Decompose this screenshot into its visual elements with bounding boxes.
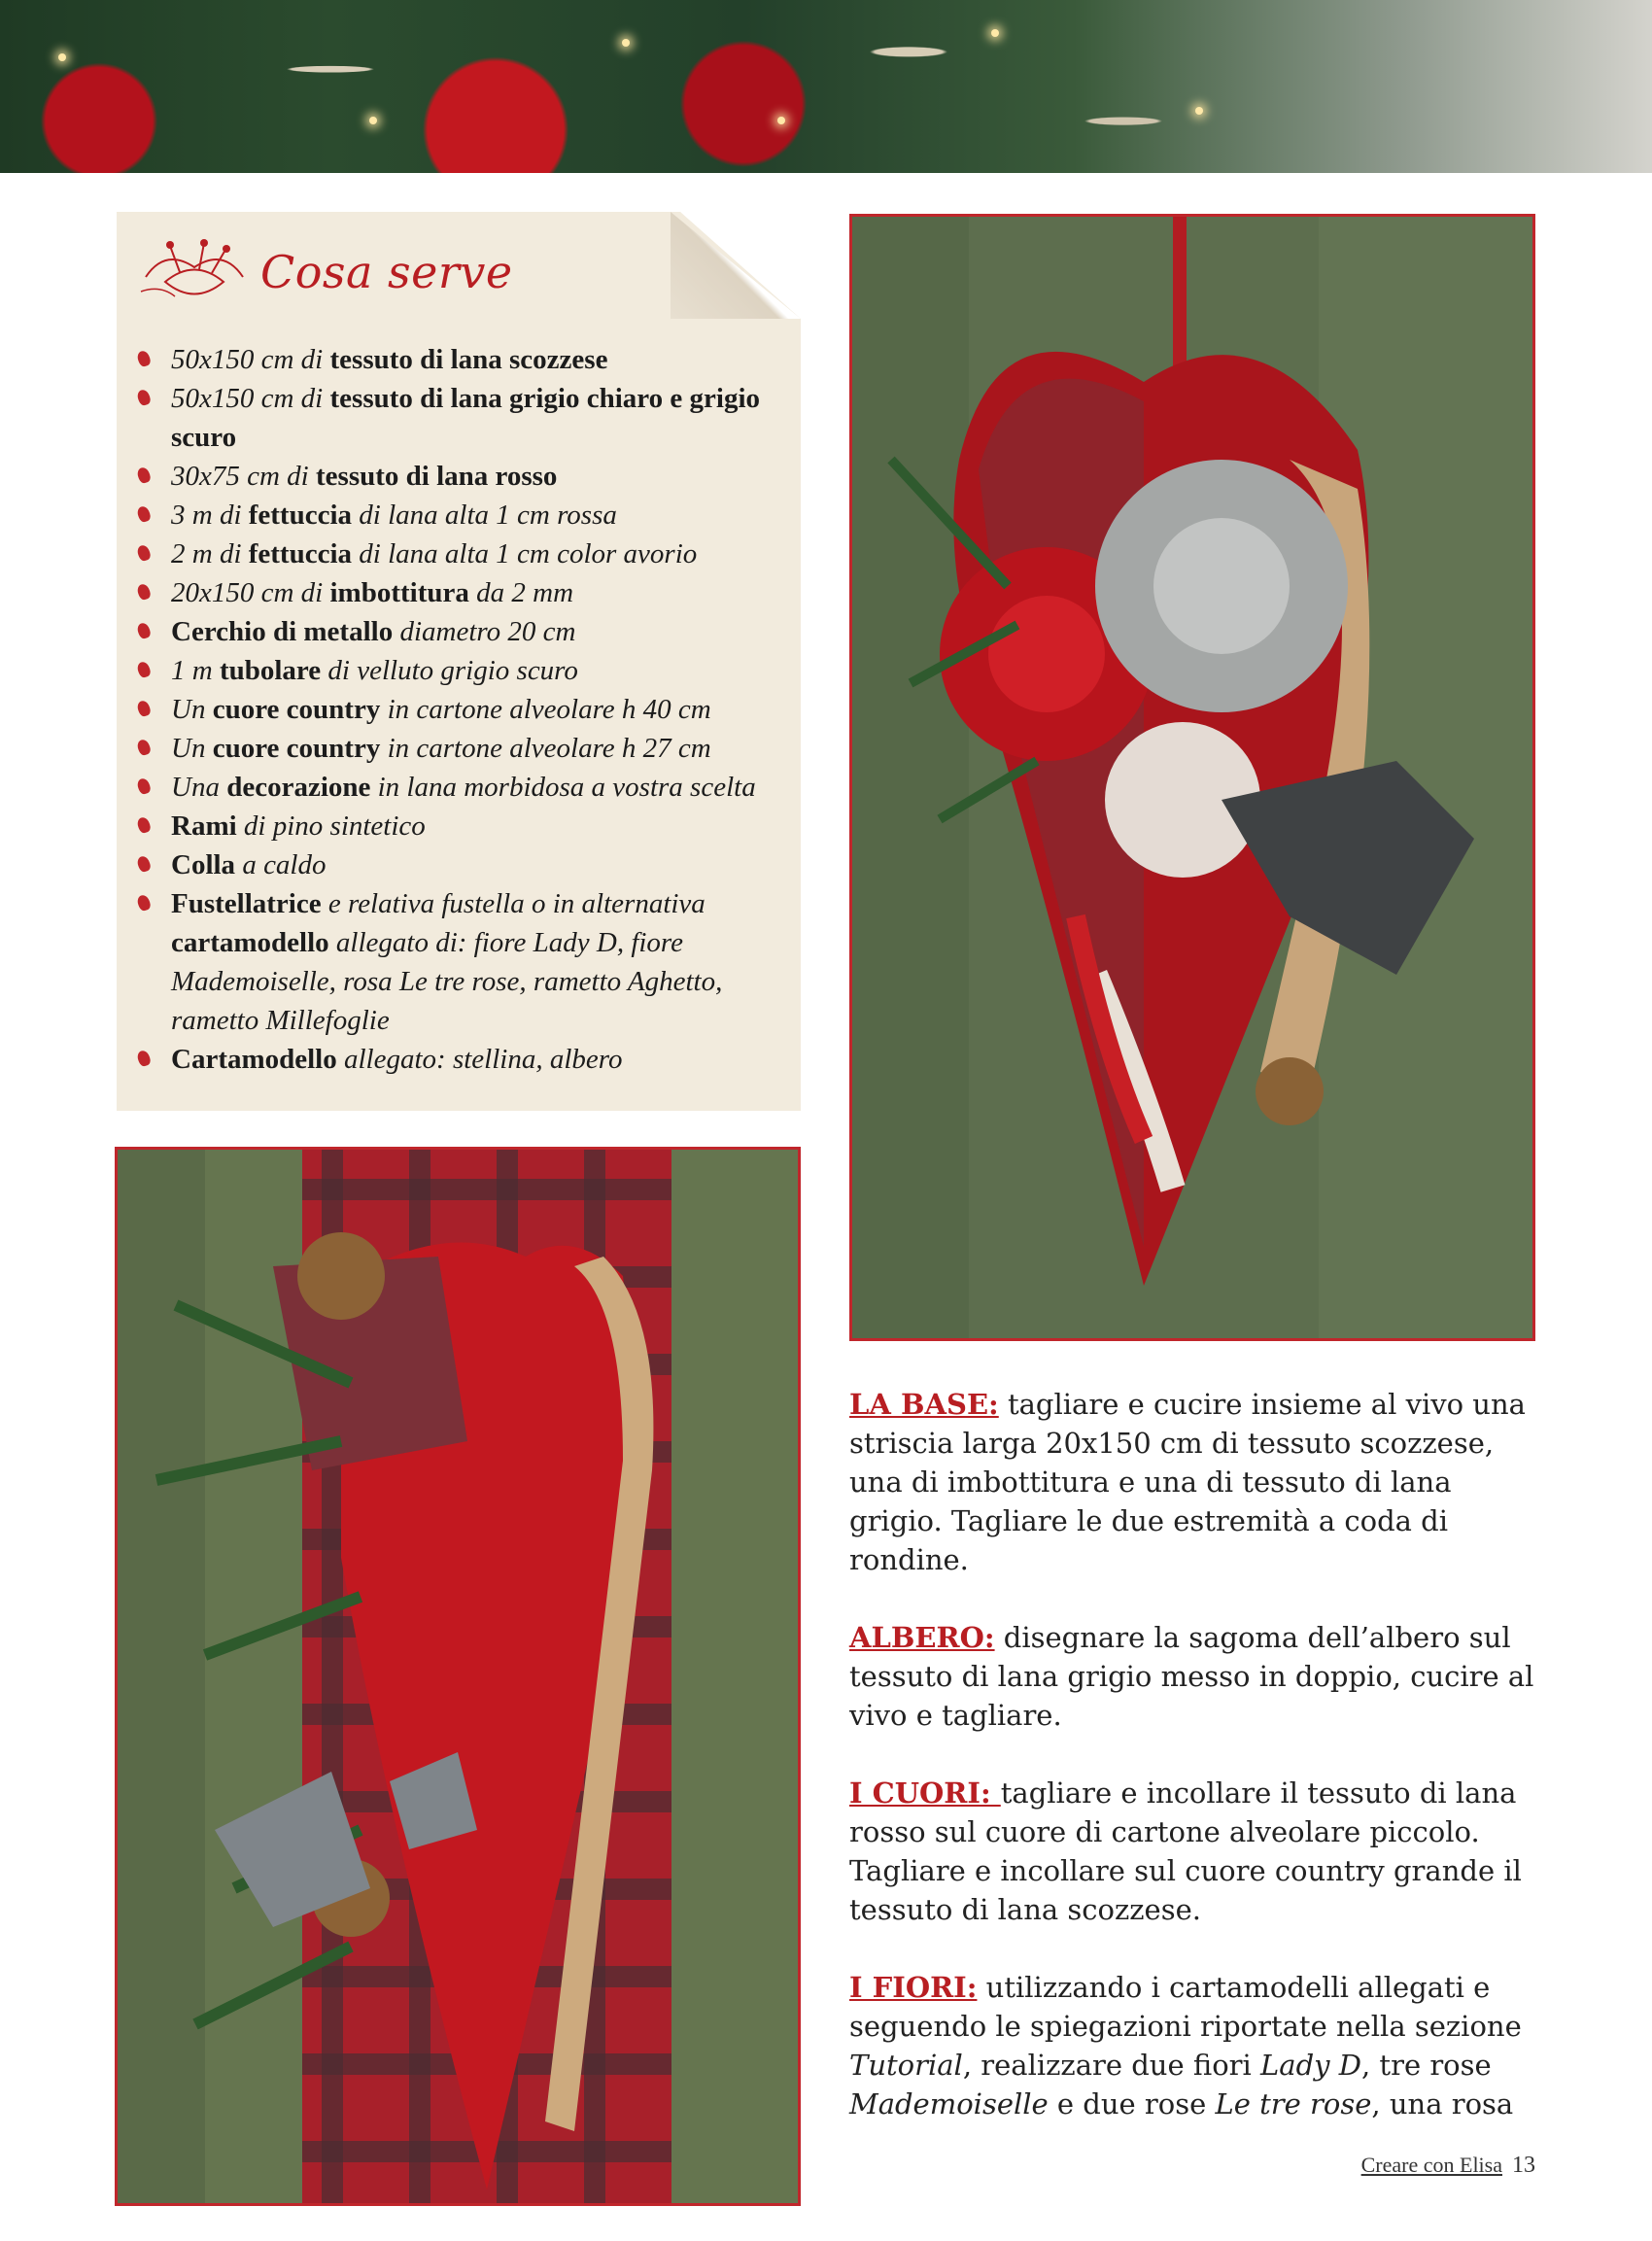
materials-item	[136, 690, 797, 729]
materials-item-text: cartamodello	[171, 927, 329, 958]
materials-item-text: tubolare	[219, 655, 322, 686]
step-albero-label: ALBERO:	[849, 1621, 995, 1654]
step-base-text: tagliare e cucire insieme al vivo una striscia larga 20x150 cm di tessuto scozzese, una di imbottitura e una di tessuto di lana grigio. Tagliare le due estremità a coda di rondine.	[849, 1388, 1526, 1576]
materials-item	[136, 729, 797, 768]
materials-list	[136, 340, 797, 1079]
materials-item-text: imbottitura	[329, 577, 469, 608]
fairy-light	[1195, 107, 1203, 115]
materials-item-text: Cerchio di metallo	[171, 616, 394, 647]
materials-title: Cosa serve	[260, 246, 513, 298]
pincushion-icon	[136, 238, 253, 306]
materials-item-text: allegato: stellina, albero	[336, 1044, 623, 1075]
step-cuori-label: I CUORI:	[849, 1776, 1001, 1810]
materials-item-text: di lana alta 1 cm rossa	[352, 500, 617, 531]
materials-item	[136, 651, 797, 690]
materials-item-text: tessuto di lana grigio chiaro e grigio scuro	[171, 383, 761, 453]
step-albero-text: disegnare la sagoma dell’albero sul tessuto di lana grigio messo in doppio, cucire al vivo e tagliare.	[849, 1621, 1534, 1732]
step-fiori-text: , tre rose	[1360, 2049, 1492, 2082]
materials-item-text: 20x150 cm di	[171, 577, 330, 608]
materials-item	[136, 534, 797, 573]
materials-header	[136, 233, 513, 311]
photo-small-heart-image	[118, 1150, 798, 2203]
step-albero	[849, 1618, 1549, 1735]
materials-item-text: Rami	[171, 810, 237, 842]
top-banner-image	[0, 0, 1652, 173]
materials-item-text: di lana alta 1 cm color avorio	[352, 538, 698, 569]
step-fiori-label: I FIORI:	[849, 1971, 978, 2004]
materials-item	[136, 379, 797, 457]
materials-item-text: allegato di: fiore Lady D, fiore Mademoiselle, rosa Le tre rose, rametto Aghetto, rametto Millefoglie	[171, 927, 723, 1036]
card-folded-corner	[671, 212, 801, 328]
materials-item	[136, 496, 797, 534]
materials-item-text: Un	[171, 733, 213, 764]
fairy-light	[369, 117, 377, 124]
photo-heart-flowers	[849, 214, 1535, 1341]
materials-item-text: 30x75 cm di	[171, 461, 316, 492]
step-fiori-emphasis: Lady D	[1260, 2049, 1361, 2082]
photo-small-heart	[115, 1147, 801, 2206]
materials-item-text: 50x150 cm di	[171, 344, 330, 375]
materials-item-text: 2 m di	[171, 538, 249, 569]
materials-item-text: a caldo	[235, 849, 327, 880]
materials-item-text: Un	[171, 694, 213, 725]
step-base	[849, 1385, 1549, 1579]
fairy-light	[622, 39, 630, 47]
materials-item-text: Colla	[171, 849, 236, 880]
step-fiori-text: , una rosa	[1371, 2087, 1514, 2120]
materials-item-text: in cartone alveolare h 27 cm	[380, 733, 711, 764]
step-cuori	[849, 1774, 1549, 1929]
photo-heart-flowers-image	[852, 217, 1532, 1338]
page-footer	[1361, 2153, 1535, 2179]
fairy-light	[991, 29, 999, 37]
materials-item	[136, 573, 797, 612]
fairy-light	[58, 53, 66, 61]
step-fiori	[849, 1968, 1549, 2123]
materials-item	[136, 1040, 797, 1079]
step-fiori-text: utilizzando i cartamodelli allegati e seguendo le spiegazioni riportate nella sezione	[849, 1971, 1522, 2043]
materials-item	[136, 612, 797, 651]
page-number: 13	[1512, 2153, 1535, 2178]
step-fiori-text: e due rose	[1048, 2087, 1216, 2120]
materials-item-text: fettuccia	[248, 538, 353, 569]
instructions-text	[849, 1385, 1549, 2162]
materials-item-text: tessuto di lana rosso	[316, 461, 558, 492]
materials-item-text: cuore country	[212, 694, 381, 725]
materials-item	[136, 768, 797, 807]
materials-item-text: tessuto di lana scozzese	[329, 344, 608, 375]
materials-item-text: Fustellatrice	[171, 888, 322, 919]
materials-item-text: di velluto grigio scuro	[321, 655, 578, 686]
materials-item-text: fettuccia	[248, 500, 353, 531]
materials-item-text: da 2 mm	[468, 577, 574, 608]
materials-item-text: decorazione	[226, 772, 371, 803]
materials-item-text: di pino sintetico	[236, 810, 426, 842]
materials-item-text: in lana morbidosa a vostra scelta	[370, 772, 756, 803]
step-base-label: LA BASE:	[849, 1388, 999, 1421]
materials-item	[136, 884, 797, 1040]
step-fiori-emphasis: Le tre rose	[1215, 2087, 1372, 2120]
materials-item-text: Una	[171, 772, 227, 803]
materials-item	[136, 457, 797, 496]
step-cuori-text: tagliare e incollare il tessuto di lana rosso sul cuore di cartone alveolare piccolo. Tagliare e incollare sul cuore country grande il tessuto di lana scozzese.	[849, 1776, 1522, 1926]
materials-item	[136, 807, 797, 845]
fairy-light	[777, 117, 785, 124]
magazine-name: Creare con Elisa	[1360, 2153, 1502, 2177]
step-fiori-text: , realizzare due fiori	[962, 2049, 1261, 2082]
materials-item-text: diametro 20 cm	[393, 616, 576, 647]
materials-item-text: 50x150 cm di	[171, 383, 330, 414]
step-fiori-emphasis: Mademoiselle	[849, 2087, 1049, 2120]
materials-item-text: cuore country	[212, 733, 381, 764]
materials-item-text: 1 m	[171, 655, 220, 686]
materials-item-text: 3 m di	[171, 500, 249, 531]
step-fiori-emphasis: Tutorial	[849, 2049, 963, 2082]
materials-item	[136, 340, 797, 379]
materials-item-text: Cartamodello	[171, 1044, 337, 1075]
materials-item	[136, 845, 797, 884]
materials-item-text: in cartone alveolare h 40 cm	[380, 694, 711, 725]
materials-item-text: e relativa fustella o in alternativa	[321, 888, 706, 919]
